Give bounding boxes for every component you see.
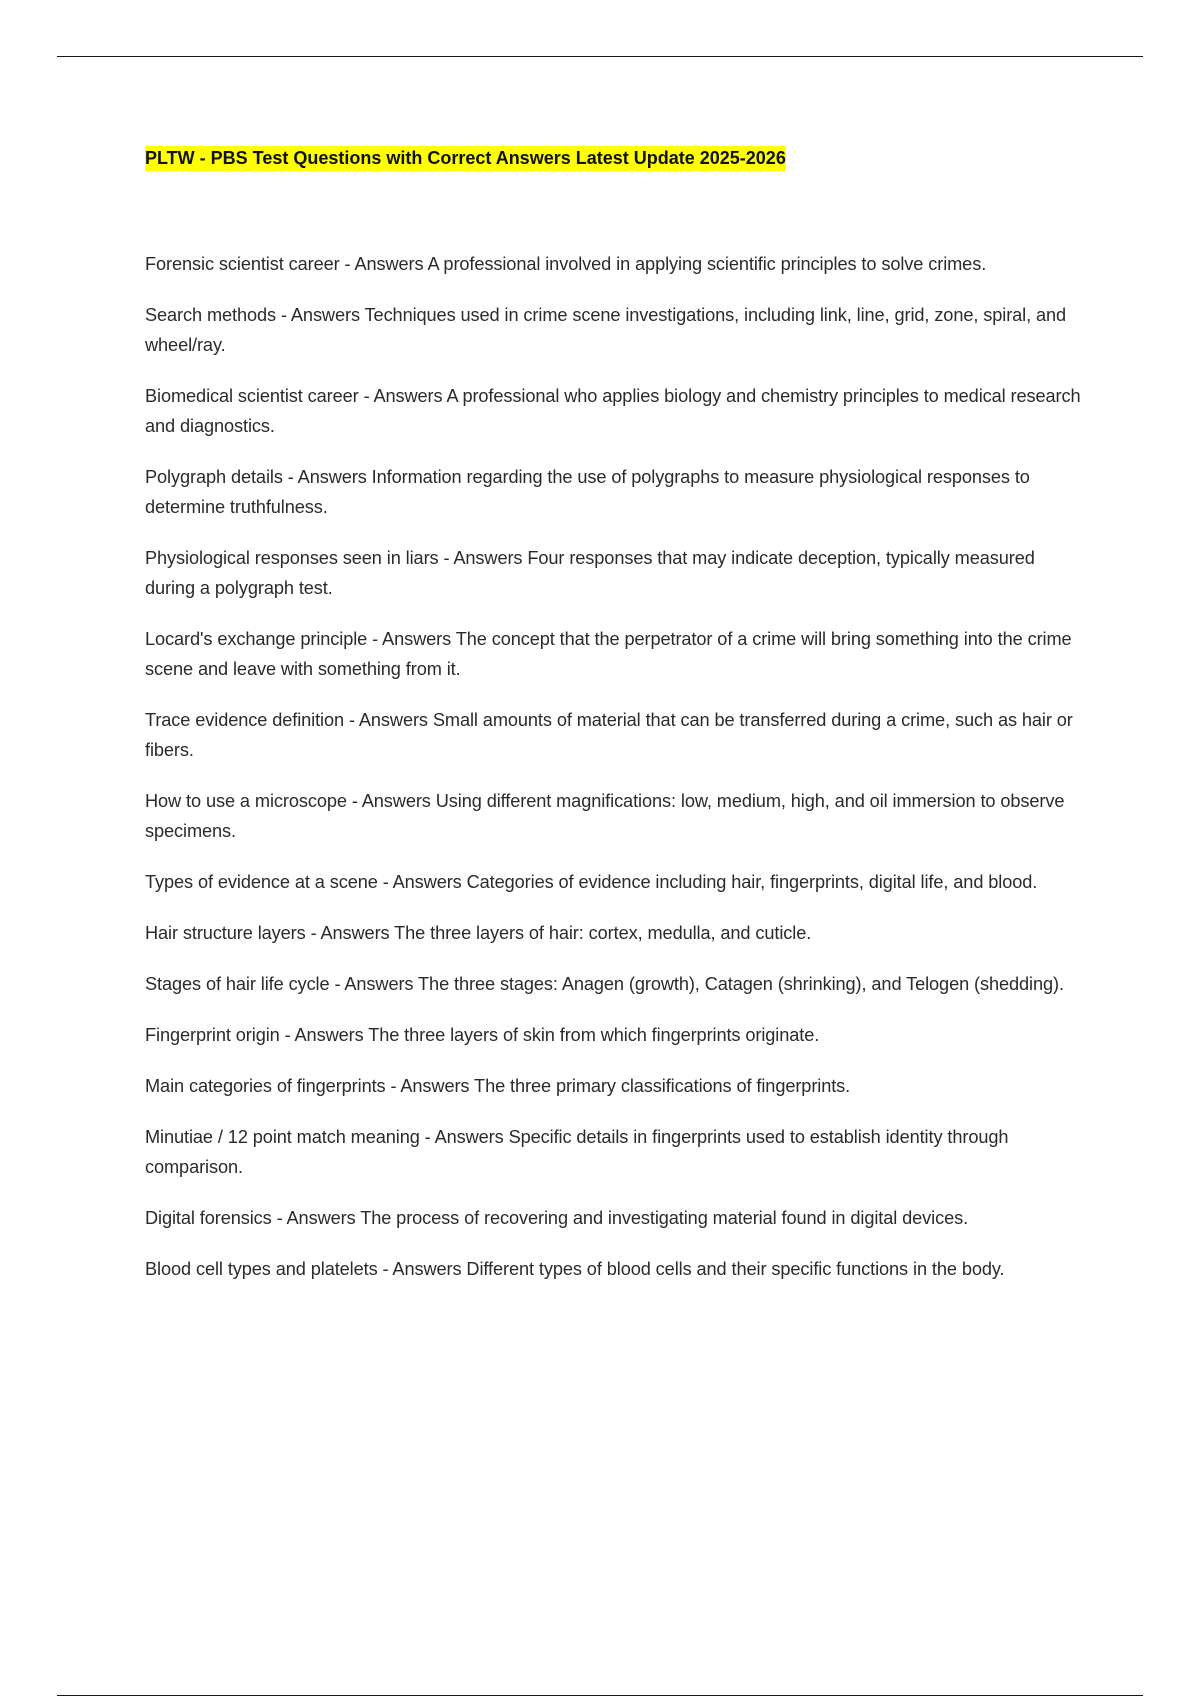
qa-item: Forensic scientist career - Answers A professional involved in applying scientific principles to solve crimes. [145, 254, 987, 274]
bottom-rule [57, 1695, 1143, 1696]
qa-item: Locard's exchange principle - Answers The concept that the perpetrator of a crime will bring something into the crime scene and leave with something from it. [145, 629, 1072, 679]
qa-list [145, 249, 1085, 1284]
qa-item: Blood cell types and platelets - Answers Different types of blood cells and their specific functions in the body. [145, 1259, 1005, 1279]
document-title [145, 143, 1085, 173]
qa-item: Hair structure layers - Answers The three layers of hair: cortex, medulla, and cuticle. [145, 923, 812, 943]
qa-item: Polygraph details - Answers Information regarding the use of polygraphs to measure physiological responses to determine truthfulness. [145, 467, 1030, 517]
document-title-text: PLTW - PBS Test Questions with Correct Answers Latest Update 2025-2026 [145, 146, 786, 171]
document-page [145, 143, 1085, 1305]
qa-item: Types of evidence at a scene - Answers Categories of evidence including hair, fingerprints, digital life, and blood. [145, 872, 1038, 892]
top-rule [57, 56, 1143, 57]
qa-item: Search methods - Answers Techniques used in crime scene investigations, including link, line, grid, zone, spiral, and wheel/ray. [145, 305, 1067, 355]
qa-item: Trace evidence definition - Answers Small amounts of material that can be transferred during a crime, such as hair or fibers. [145, 710, 1073, 760]
qa-item: Stages of hair life cycle - Answers The three stages: Anagen (growth), Catagen (shrinking), and Telogen (shedding). [145, 974, 1064, 994]
qa-item: Physiological responses seen in liars - Answers Four responses that may indicate deception, typically measured during a polygraph test. [145, 548, 1035, 598]
qa-item: Main categories of fingerprints - Answers The three primary classifications of fingerprints. [145, 1076, 851, 1096]
qa-item: Digital forensics - Answers The process of recovering and investigating material found in digital devices. [145, 1208, 969, 1228]
qa-item: How to use a microscope - Answers Using different magnifications: low, medium, high, and oil immersion to observe specimens. [145, 791, 1065, 841]
qa-item: Biomedical scientist career - Answers A professional who applies biology and chemistry principles to medical research and diagnostics. [145, 386, 1081, 436]
qa-item: Minutiae / 12 point match meaning - Answers Specific details in fingerprints used to establish identity through comparison. [145, 1127, 1009, 1177]
qa-item: Fingerprint origin - Answers The three layers of skin from which fingerprints originate. [145, 1025, 820, 1045]
